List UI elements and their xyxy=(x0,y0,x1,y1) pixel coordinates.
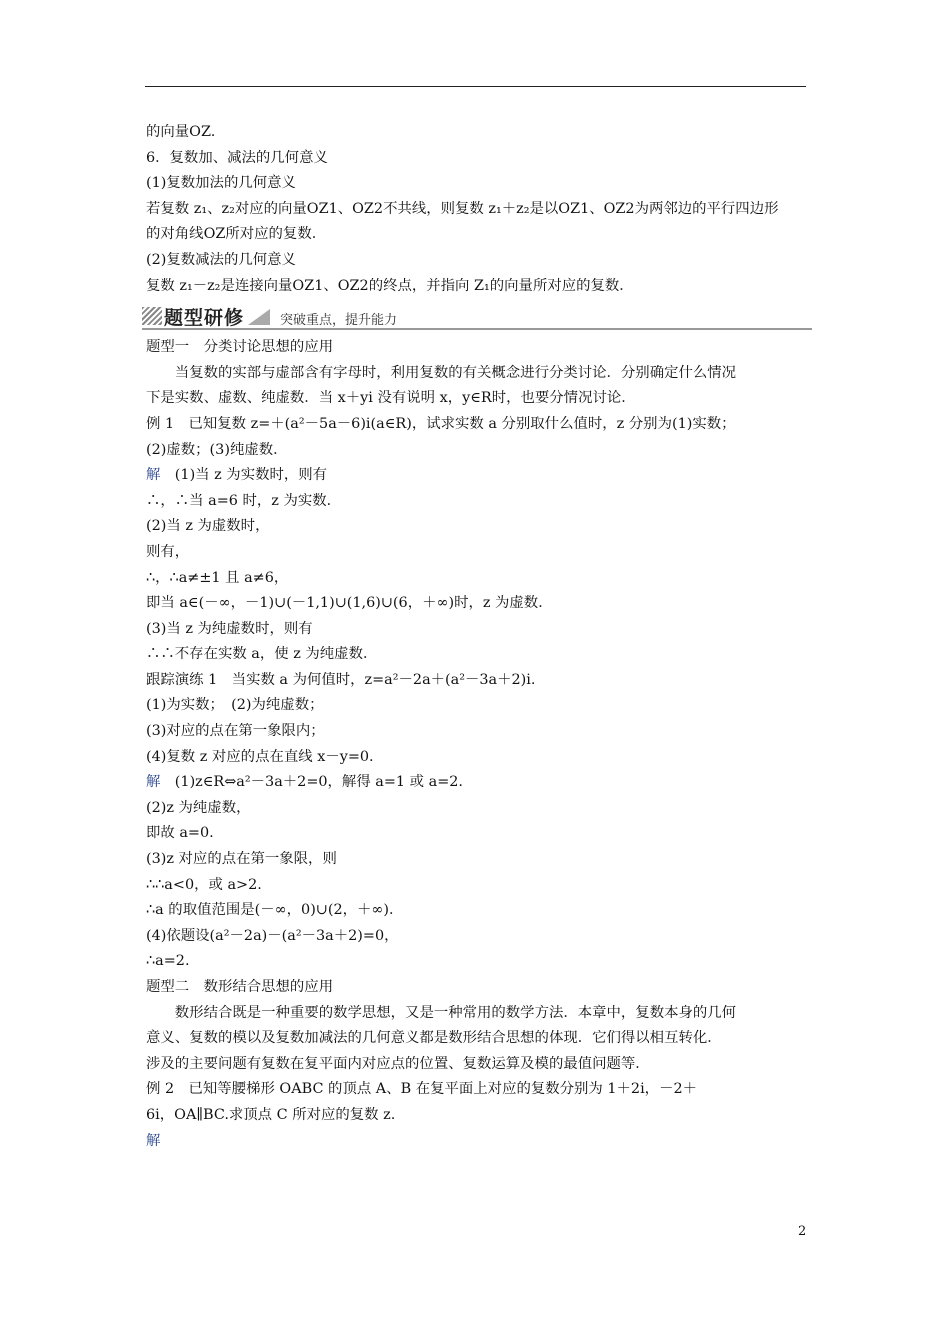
wedge-decoration-icon xyxy=(248,309,270,325)
section-banner xyxy=(142,301,812,331)
text-line: (2)z 为纯虚数， xyxy=(146,799,251,816)
text-line: ∴a 的取值范围是(－∞，0)∪(2，＋∞)． xyxy=(146,902,404,919)
banner-rule xyxy=(142,328,812,330)
text-line: 复数 z₁－z₂是连接向量OZ1、OZ2的终点，并指向 Z₁的向量所对应的复数． xyxy=(146,277,634,294)
text-line: 题型一 分类讨论思想的应用 xyxy=(146,339,334,356)
text-line: (4)依题设(a²－2a)－(a²－3a＋2)=0， xyxy=(146,927,399,944)
banner-title: 题型研修 xyxy=(164,307,245,330)
text-line xyxy=(146,1129,810,1155)
text-line: (3)当 z 为纯虚数时，则有 xyxy=(146,620,313,637)
text-line: 若复数 z₁、z₂对应的向量OZ1、OZ2不共线，则复数 z₁＋z₂是以OZ1、OZ2为两邻边的平行四边形 xyxy=(146,200,779,217)
text-line: 意义、复数的模以及复数加减法的几何意义都是数形结合思想的体现．它们得以相互转化． xyxy=(146,1030,722,1047)
section-after xyxy=(146,335,810,1154)
text-line: ∴，∴a≠±1 且 a≠6， xyxy=(146,569,289,586)
banner-subtitle: 突破重点，提升能力 xyxy=(280,313,398,329)
text-line: ∴∴a<0，或 a>2. xyxy=(146,876,262,893)
text-line: 下是实数、虚数、纯虚数．当 x＋yi 没有说明 x，y∈R时，也要分情况讨论． xyxy=(146,390,636,407)
text-line: ∴，∴当 a=6 时，z 为实数． xyxy=(146,492,342,509)
text-line: 的对角线OZ所对应的复数． xyxy=(146,226,327,243)
text-line: 数形结合既是一种重要的数学思想，又是一种常用的数学方法．本章中，复数本身的几何 xyxy=(174,1004,737,1021)
text-line: 题型二 数形结合思想的应用 xyxy=(146,979,334,995)
solution-text: (1)z∈R⇔a²－3a＋2=0，解得 a=1 或 a=2. xyxy=(160,774,463,791)
text-line: 例 2 已知等腰梯形 OABC 的顶点 A、B 在复平面上对应的复数分别为 1＋2i，－2＋ xyxy=(146,1081,698,1098)
solution-text: (1)当 z 为实数时，则有 xyxy=(160,467,328,484)
text-line: 则有， xyxy=(146,543,190,560)
section-before xyxy=(146,120,810,299)
solution-label: 解 xyxy=(146,1132,161,1149)
text-line xyxy=(146,463,810,489)
text-line: 当复数的实部与虚部含有字母时，利用复数的有关概念进行分类讨论．分别确定什么情况 xyxy=(174,364,737,381)
text-line: 例 1 已知复数 z=＋(a²－5a－6)i(a∈R)，试求实数 a 分别取什么值时，z 分别为(1)实数； xyxy=(146,415,736,432)
text-line: ∴∴不存在实数 a，使 z 为纯虚数． xyxy=(146,646,378,663)
text-line: 即故 a=0. xyxy=(146,825,214,842)
text-line: (3)对应的点在第一象限内； xyxy=(146,723,325,740)
text-line: 6i，OA∥BC.求顶点 C 所对应的复数 z. xyxy=(146,1106,396,1123)
text-line: (2)复数减法的几何意义 xyxy=(146,251,296,268)
text-line: 的向量OZ. xyxy=(146,124,216,140)
text-line: (1)复数加法的几何意义 xyxy=(146,175,296,192)
text-line: (2)当 z 为虚数时， xyxy=(146,518,270,535)
text-line: (1)为实数； (2)为纯虚数； xyxy=(146,697,324,714)
stripe-decoration-icon xyxy=(142,307,162,325)
page-number: 2 xyxy=(798,1224,807,1239)
text-line: (2)虚数；(3)纯虚数． xyxy=(146,441,288,458)
header-rule xyxy=(145,86,806,87)
page-content xyxy=(146,120,810,1154)
text-line: 6．复数加、减法的几何意义 xyxy=(146,149,328,166)
text-line: (4)复数 z 对应的点在直线 x－y=0. xyxy=(146,748,374,765)
text-line: ∴a=2. xyxy=(146,953,190,970)
text-line: 跟踪演练 1 当实数 a 为何值时，z=a²－2a＋(a²－3a＋2)i. xyxy=(146,671,536,688)
text-line: 即当 a∈(－∞，－1)∪(－1,1)∪(1,6)∪(6，＋∞)时，z 为虚数． xyxy=(146,595,553,612)
solution-label: 解 xyxy=(146,774,161,791)
solution-label: 解 xyxy=(146,467,161,484)
text-line: 涉及的主要问题有复数在复平面内对应点的位置、复数运算及模的最值问题等． xyxy=(146,1055,650,1072)
text-line: (3)z 对应的点在第一象限，则 xyxy=(146,851,337,868)
text-line xyxy=(146,770,810,796)
